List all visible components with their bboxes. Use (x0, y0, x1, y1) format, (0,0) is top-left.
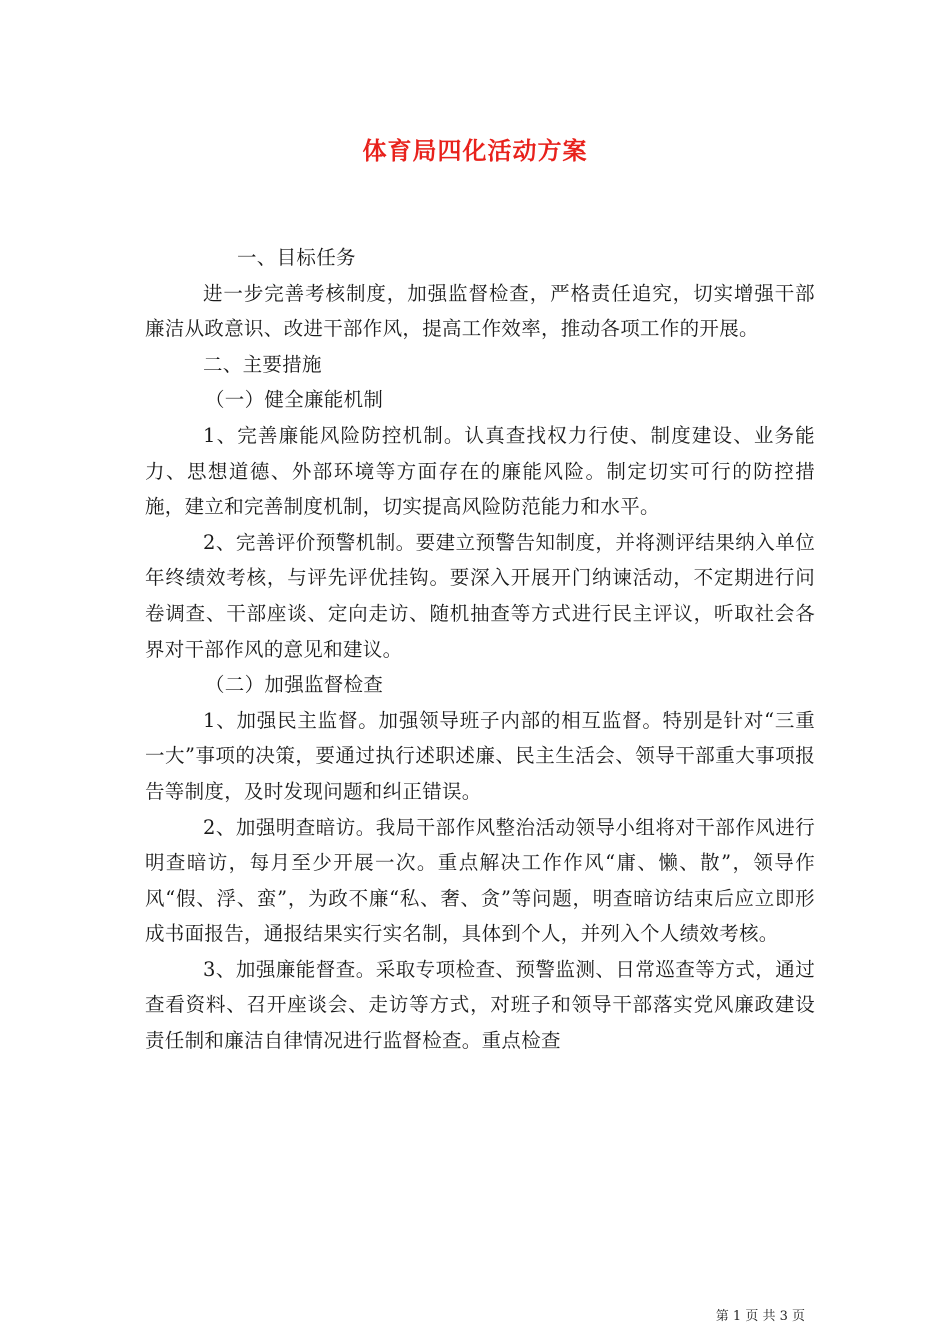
document-body (145, 240, 815, 1059)
page-number: 第 1 页 共 3 页 (715, 1309, 805, 1324)
paragraph-integrity-inspection: 3、加强廉能督查。采取专项检查、预警监测、日常巡查等方式，通过查看资料、召开座谈会、走访等方式，对班子和领导干部落实党风廉政建设责任制和廉洁自律情况进行监督检查。重点检查 (145, 957, 815, 1053)
paragraph-inspections: 2、加强明查暗访。我局干部作风整治活动领导小组将对干部作风进行明查暗访，每月至少开展一次。重点解决工作作风“庸、懒、散”，领导作风“假、浮、蛮”，为政不廉“私、奢、贪”等问题，明查暗访结束后应立即形成书面报告，通报结果实行实名制，具体到个人，并列入个人绩效考核。 (145, 815, 815, 946)
page-title: 体育局四化活动方案 (362, 137, 588, 165)
section-heading-measures: 二、主要措施 (203, 352, 322, 376)
paragraph-democratic-supervision: 1、加强民主监督。加强领导班子内部的相互监督。特别是针对“三重一大”事项的决策，要通过执行述职述廉、民主生活会、领导干部重大事项报告等制度，及时发现问题和纠正错误。 (145, 708, 815, 803)
subsection-heading-supervision: （二）加强监督检查 (205, 673, 384, 697)
paragraph-evaluation-warning: 2、完善评价预警机制。要建立预警告知制度，并将测评结果纳入单位年终绩效考核，与评先评优挂钩。要深入开展开门纳谏活动，不定期进行问卷调查、干部座谈、定向走访、随机抽查等方式进行民主评议，听取社会各界对干部作风的意见和建议。 (145, 530, 815, 661)
paragraph-goals: 进一步完善考核制度，加强监督检查，严格责任追究，切实增强干部廉洁从政意识、改进干部作风，提高工作效率，推动各项工作的开展。 (145, 281, 815, 341)
subsection-heading-mechanism: （一）健全廉能机制 (205, 388, 384, 412)
paragraph-risk-control: 1、完善廉能风险防控机制。认真查找权力行使、制度建设、业务能力、思想道德、外部环境等方面存在的廉能风险。制定切实可行的防控措施，建立和完善制度机制，切实提高风险防范能力和水平。 (145, 423, 815, 519)
section-heading-goals: 一、目标任务 (237, 246, 356, 269)
